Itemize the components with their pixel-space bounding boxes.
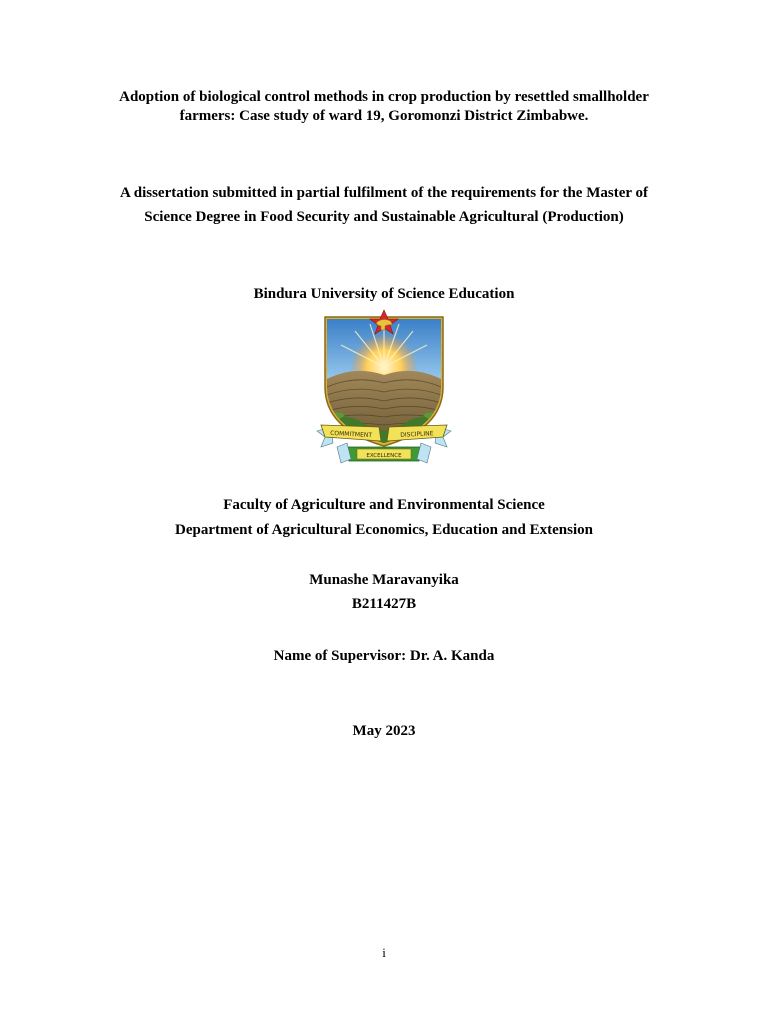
motto-right-text: DISCIPLINE bbox=[400, 430, 434, 439]
university-crest-logo bbox=[315, 309, 453, 467]
dissertation-statement-line-2: Science Degree in Food Security and Sustainable Agricultural (Production) bbox=[144, 209, 624, 225]
university-name: Bindura University of Science Education bbox=[253, 286, 515, 302]
motto-left-text: COMMITMENT bbox=[330, 429, 373, 440]
supervisor-name: Name of Supervisor: Dr. A. Kanda bbox=[273, 648, 495, 664]
author-name: Munashe Maravanyika bbox=[309, 572, 459, 588]
registration-number: B211427B bbox=[351, 596, 417, 612]
department-name: Department of Agricultural Economics, Education and Extension bbox=[175, 522, 593, 538]
page-number: i bbox=[382, 945, 386, 960]
title-line-1: Adoption of biological control methods in crop production by resettled smallholder bbox=[119, 89, 649, 105]
submission-date: May 2023 bbox=[352, 723, 416, 739]
faculty-name: Faculty of Agriculture and Environmental Science bbox=[223, 497, 545, 513]
title-line-2: farmers: Case study of ward 19, Goromonzi District Zimbabwe. bbox=[179, 108, 589, 124]
motto-bottom-text: EXCELLENCE bbox=[366, 453, 402, 459]
dissertation-statement-line-1: A dissertation submitted in partial fulfilment of the requirements for the Master of bbox=[119, 185, 648, 201]
